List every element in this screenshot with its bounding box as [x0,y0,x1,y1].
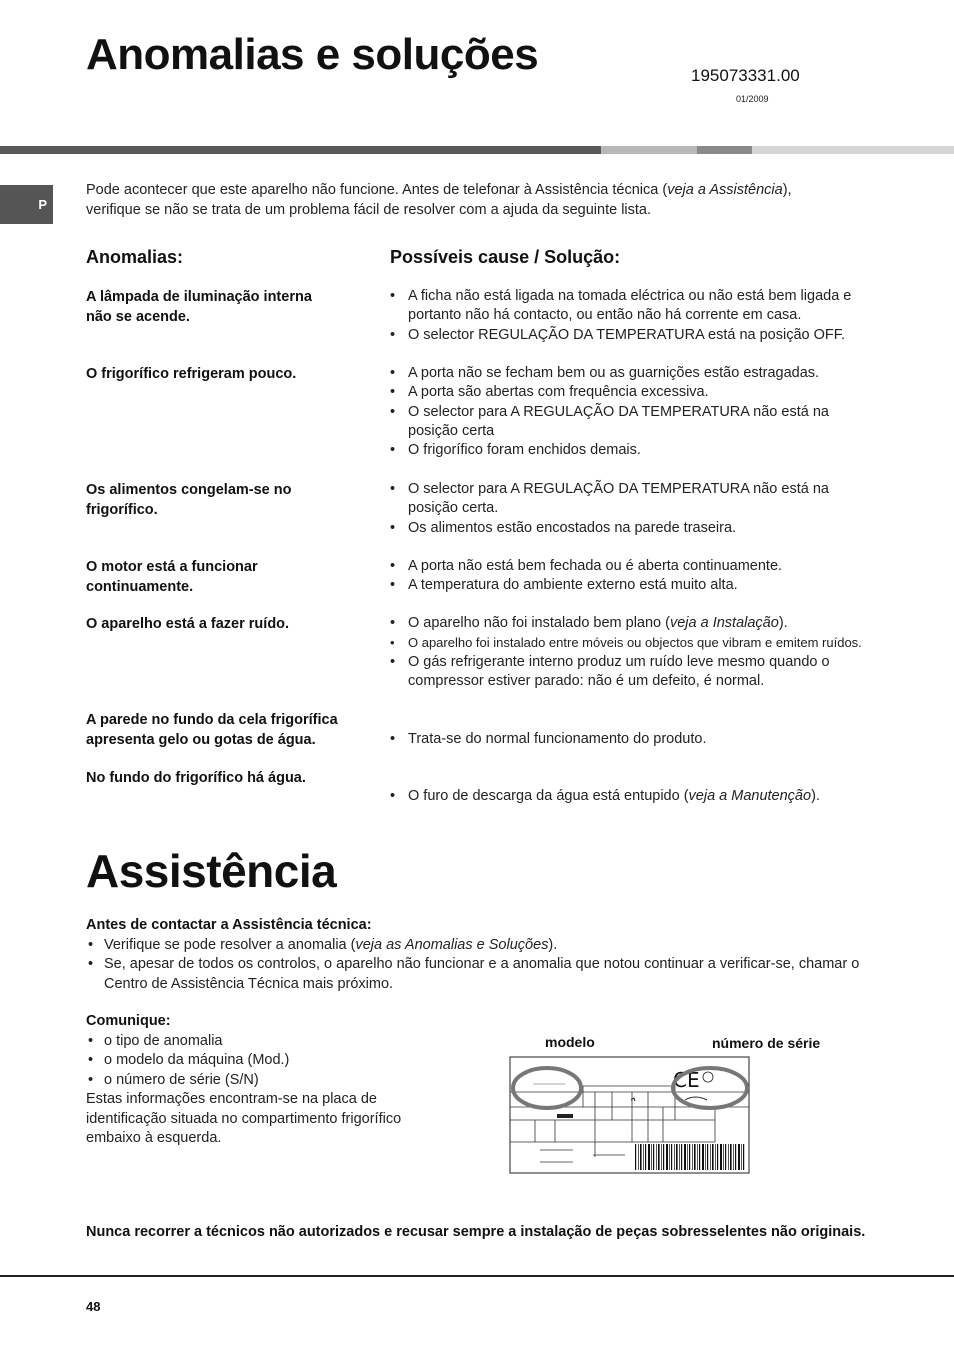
list-item: • o número de série (S/N) [86,1071,466,1091]
anomaly-freezing: Os alimentos congelam-se no frigorífico. [86,482,292,518]
list-item: • A porta não se fecham bem ou as guarnições estão estragadas. [390,364,880,383]
causes-freezing [390,480,880,538]
intro-text: Pode acontecer que este aparelho não funcione. Antes de telefonar à Assistência técnica (veja a Assistência), verifique se não se trata de um problema fácil de resolver com a ajuda da seguinte lista. [86,182,792,218]
footer-rule [0,1275,954,1277]
anomalies-heading: Anomalias: [86,247,184,267]
anomaly-low-cooling: O frigorífico refrigeram pouco. [86,366,297,382]
document-number: 195073331.00 [691,66,800,85]
anomaly-ice: A parede no fundo da cela frigorífica apresenta gelo ou gotas de água. [86,712,338,748]
language-tab: P [0,185,53,224]
rating-plate-illustration [505,1052,755,1177]
causes-ice [390,730,880,749]
list-item: • O frigorífico foram enchidos demais. [390,441,880,460]
before-contact-section: Antes de contactar a Assistência técnica: • Verifique se pode resolver a anomalia (veja as Anomalias e Soluções). • Se, apesar de todos os controlos, o aparelho não funcionar e a anomalia que notou continuar a verificar-se, chamar o Centro de Assistência Técnica mais próximo. [86,916,886,994]
plate-serial-label: número de série [712,1035,821,1051]
causes-noise [390,614,880,691]
causes-water [390,787,880,806]
anomaly-motor: O motor está a funcionar continuamente. [86,559,258,595]
list-item: • o tipo de anomalia [86,1032,466,1052]
list-item: • O selector para A REGULAÇÃO DA TEMPERATURA não está na posição certa. [390,480,880,519]
anomaly-water: No fundo do frigorífico há água. [86,770,306,786]
list-item: • Se, apesar de todos os controlos, o aparelho não funcionar e a anomalia que notou continuar a verificar-se, chamar o Centro de Assistência Técnica mais próximo. [86,955,886,994]
document-date: 01/2009 [736,94,769,104]
list-item: • O selector REGULAÇÃO DA TEMPERATURA está na posição OFF. [390,326,880,345]
list-item: • O aparelho foi instalado entre móveis ou objectos que vibram e emitem ruídos. [390,633,880,652]
svg-text:E: E [687,1068,700,1092]
list-item: • A ficha não está ligada na tomada eléctrica ou não está bem ligada e portanto não há contacto, ou então não há corrente em casa. [390,287,880,326]
list-item: • A temperatura do ambiente externo está muito alta. [390,576,880,595]
list-item: • Os alimentos estão encostados na parede traseira. [390,519,880,538]
list-item: • O selector para A REGULAÇÃO DA TEMPERATURA não está na posição certa [390,403,880,442]
anomaly-lamp: A lâmpada de iluminação interna não se acende. [86,289,312,325]
warning-text: Nunca recorrer a técnicos não autorizados e recusar sempre a instalação de peças sobresselentes não originais. [86,1224,866,1240]
list-item: • A porta não está bem fechada ou é aberta continuamente. [390,557,880,576]
page-title: Anomalias e soluções [86,30,539,79]
causes-motor [390,557,880,596]
communicate-section: Comunique: • o tipo de anomalia • o modelo da máquina (Mod.) • o número de série (S/N) Estas informações encontram-se na placa de identificação situada no compartimento frigorífico embaixo à esquerda. [86,1012,466,1149]
causes-lamp [390,287,880,345]
anomaly-noise: O aparelho está a fazer ruído. [86,616,290,632]
list-item: • o modelo da máquina (Mod.) [86,1051,466,1071]
causes-low-cooling [390,364,880,460]
page-number: 48 [86,1299,101,1314]
plate-model-label: modelo [545,1034,595,1050]
svg-text:C: C [673,1068,687,1092]
list-item: • O furo de descarga da água está entupido (veja a Manutenção). [390,787,880,806]
list-item: • Verifique se pode resolver a anomalia (veja as Anomalias e Soluções). [86,936,886,956]
list-item: • O gás refrigerante interno produz um ruído leve mesmo quando o compressor estiver parado: não é um defeito, é normal. [390,653,880,692]
list-item: • Trata-se do normal funcionamento do produto. [390,730,880,749]
causes-heading: Possíveis cause / Solução: [390,247,621,267]
assistance-title: Assistência [86,845,337,897]
list-item: • O aparelho não foi instalado bem plano (veja a Instalação). [390,614,880,633]
list-item: • A porta são abertas com frequência excessiva. [390,383,880,402]
